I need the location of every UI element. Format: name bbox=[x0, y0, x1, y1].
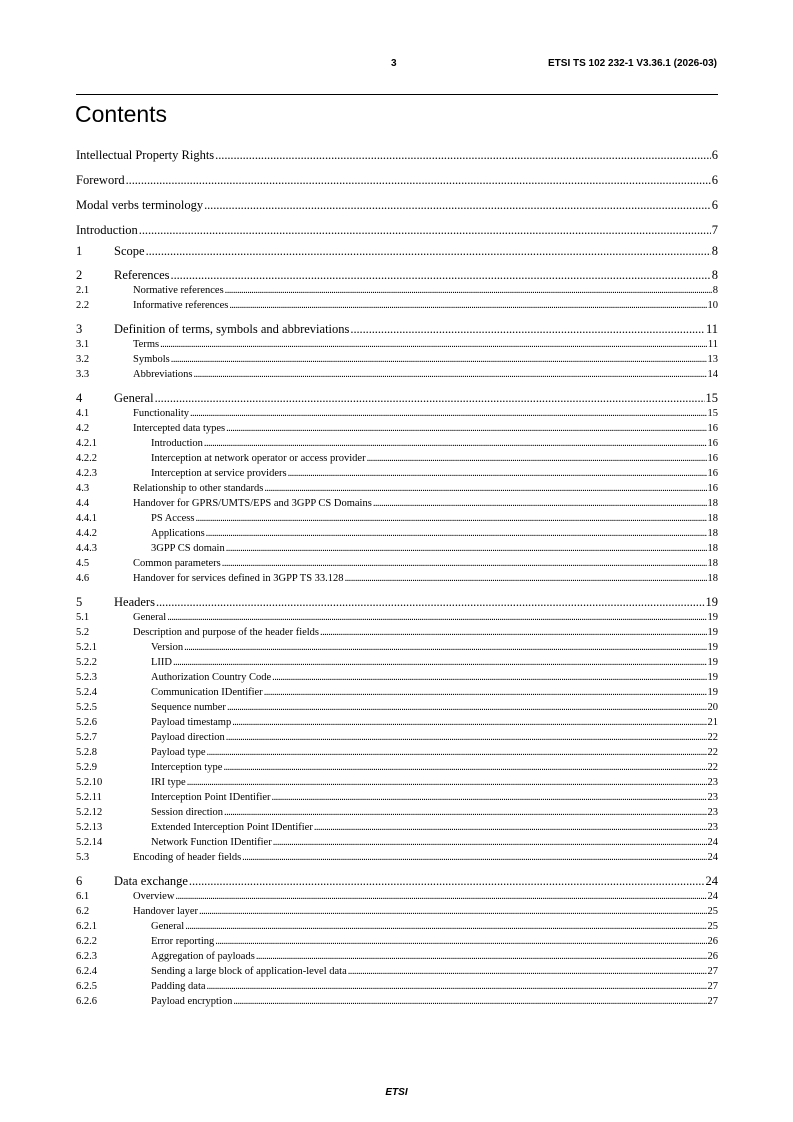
header-rule bbox=[76, 94, 718, 95]
toc-entry-number: 4.2.2 bbox=[76, 453, 97, 464]
toc-entry[interactable] bbox=[76, 979, 718, 994]
toc-entry-title: Interception Point IDentifier bbox=[151, 792, 271, 803]
toc-entry-page: 18 bbox=[707, 543, 718, 554]
toc-entry-number: 6.2 bbox=[76, 906, 90, 917]
toc-leader-dots bbox=[273, 835, 707, 850]
toc-leader-dots bbox=[194, 367, 707, 382]
toc-entry-page: 8 bbox=[711, 268, 718, 282]
toc-entry[interactable] bbox=[76, 640, 718, 655]
toc-entry[interactable] bbox=[76, 193, 718, 218]
toc-leader-dots bbox=[227, 700, 707, 715]
toc-entry[interactable] bbox=[76, 406, 718, 421]
toc-entry-number: 5.2.11 bbox=[76, 792, 102, 803]
toc-entry-title: LIID bbox=[151, 657, 172, 668]
toc-entry-title: Network Function IDentifier bbox=[151, 837, 272, 848]
toc-leader-dots bbox=[264, 481, 706, 496]
toc-entry-title: Intercepted data types bbox=[133, 423, 226, 434]
toc-entry-number: 5.2.4 bbox=[76, 687, 97, 698]
toc-leader-dots bbox=[204, 436, 707, 451]
toc-entry-page: 22 bbox=[707, 732, 718, 743]
toc-leader-dots bbox=[348, 964, 707, 979]
toc-entry-number: 5 bbox=[76, 595, 83, 609]
toc-leader-dots bbox=[160, 337, 707, 352]
toc-entry-number: 4.4.1 bbox=[76, 513, 97, 524]
toc-entry[interactable] bbox=[76, 835, 718, 850]
toc-entry-page: 6 bbox=[711, 173, 718, 187]
toc-leader-dots bbox=[156, 594, 705, 610]
toc-entry-number: 3.1 bbox=[76, 339, 90, 350]
toc-entry-title: General bbox=[133, 612, 167, 623]
toc-entry-page: 26 bbox=[707, 936, 718, 947]
toc-entry-title: Extended Interception Point IDentifier bbox=[151, 822, 313, 833]
toc-entry-title: General bbox=[151, 921, 185, 932]
toc-entry[interactable] bbox=[76, 168, 718, 193]
toc-leader-dots bbox=[222, 556, 707, 571]
toc-entry-title: Handover for GPRS/UMTS/EPS and 3GPP CS Domains bbox=[133, 498, 372, 509]
toc-entry-page: 19 bbox=[707, 612, 718, 623]
toc-entry-title: Introduction bbox=[76, 223, 138, 237]
page-title: Contents bbox=[75, 101, 168, 127]
toc-entry[interactable] bbox=[76, 571, 718, 586]
toc-entry-page: 25 bbox=[707, 906, 718, 917]
toc-leader-dots bbox=[226, 730, 707, 745]
toc-leader-dots bbox=[167, 610, 706, 625]
toc-leader-dots bbox=[190, 406, 707, 421]
toc-entry-page: 11 bbox=[707, 339, 718, 350]
toc-entry-title: Terms bbox=[133, 339, 160, 350]
toc-entry-number: 6.2.1 bbox=[76, 921, 97, 932]
toc-entry-number: 6.1 bbox=[76, 891, 90, 902]
toc-entry[interactable] bbox=[76, 850, 718, 865]
toc-leader-dots bbox=[224, 805, 706, 820]
toc-entry-number: 2.2 bbox=[76, 300, 90, 311]
toc-entry-page: 19 bbox=[707, 672, 718, 683]
toc-entry[interactable] bbox=[76, 685, 718, 700]
toc-entry-page: 20 bbox=[707, 702, 718, 713]
toc-entry-number: 5.2.2 bbox=[76, 657, 97, 668]
toc-entry[interactable] bbox=[76, 321, 718, 337]
toc-entry-title: Scope bbox=[114, 244, 145, 258]
toc-entry-number: 5.2 bbox=[76, 627, 90, 638]
toc-entry-title: Version bbox=[151, 642, 184, 653]
toc-entry[interactable] bbox=[76, 964, 718, 979]
toc-entry-title: Encoding of header fields bbox=[133, 852, 242, 863]
toc-entry-title: Introduction bbox=[151, 438, 203, 449]
toc-leader-dots bbox=[146, 243, 711, 259]
toc-entry-page: 23 bbox=[707, 807, 718, 818]
toc-entry-page: 27 bbox=[707, 996, 718, 1007]
toc-entry[interactable] bbox=[76, 421, 718, 436]
table-of-contents bbox=[76, 143, 718, 1009]
toc-leader-dots bbox=[367, 451, 707, 466]
toc-entry-number: 4.5 bbox=[76, 558, 90, 569]
toc-entry[interactable] bbox=[76, 541, 718, 556]
toc-entry-number: 6 bbox=[76, 874, 83, 888]
toc-entry[interactable] bbox=[76, 655, 718, 670]
toc-entry-title: Normative references bbox=[133, 285, 224, 296]
toc-entry-title: Informative references bbox=[133, 300, 229, 311]
toc-entry[interactable] bbox=[76, 904, 718, 919]
toc-entry-page: 23 bbox=[707, 777, 718, 788]
toc-leader-dots bbox=[171, 267, 711, 283]
toc-entry[interactable] bbox=[76, 805, 718, 820]
toc-leader-dots bbox=[373, 496, 707, 511]
toc-leader-dots bbox=[126, 168, 711, 193]
toc-entry[interactable] bbox=[76, 745, 718, 760]
toc-entry-page: 25 bbox=[707, 921, 718, 932]
toc-entry-page: 22 bbox=[707, 747, 718, 758]
toc-leader-dots bbox=[233, 994, 706, 1009]
toc-entry-page: 26 bbox=[707, 951, 718, 962]
toc-entry[interactable] bbox=[76, 730, 718, 745]
toc-leader-dots bbox=[229, 298, 706, 313]
toc-leader-dots bbox=[226, 421, 706, 436]
toc-entry[interactable] bbox=[76, 889, 718, 904]
toc-entry-title: Applications bbox=[151, 528, 205, 539]
toc-entry-page: 16 bbox=[707, 483, 718, 494]
toc-entry-page: 18 bbox=[707, 573, 718, 584]
toc-leader-dots bbox=[199, 904, 706, 919]
toc-entry-title: Definition of terms, symbols and abbreviations bbox=[114, 322, 350, 336]
toc-entry-page: 15 bbox=[707, 408, 718, 419]
toc-entry[interactable] bbox=[76, 949, 718, 964]
toc-entry[interactable] bbox=[76, 298, 718, 313]
toc-entry-title: Payload timestamp bbox=[151, 717, 232, 728]
toc-entry[interactable] bbox=[76, 873, 718, 889]
toc-entry[interactable] bbox=[76, 243, 718, 259]
toc-entry-page: 6 bbox=[711, 148, 718, 162]
toc-entry-title: Payload type bbox=[151, 747, 206, 758]
toc-entry-number: 6.2.2 bbox=[76, 936, 97, 947]
toc-entry-number: 4.6 bbox=[76, 573, 90, 584]
toc-entry-page: 18 bbox=[707, 558, 718, 569]
toc-entry-title: Foreword bbox=[76, 173, 125, 187]
toc-entry[interactable] bbox=[76, 715, 718, 730]
toc-entry[interactable] bbox=[76, 610, 718, 625]
toc-leader-dots bbox=[195, 511, 706, 526]
toc-entry[interactable] bbox=[76, 775, 718, 790]
toc-entry-title: Overview bbox=[133, 891, 175, 902]
toc-entry[interactable] bbox=[76, 451, 718, 466]
toc-leader-dots bbox=[242, 850, 706, 865]
toc-leader-dots bbox=[350, 321, 705, 337]
toc-entry-page: 16 bbox=[707, 423, 718, 434]
toc-leader-dots bbox=[223, 760, 706, 775]
footer-publisher: ETSI bbox=[385, 1087, 408, 1098]
toc-entry-number: 4.2.3 bbox=[76, 468, 97, 479]
toc-entry[interactable] bbox=[76, 143, 718, 168]
toc-leader-dots bbox=[204, 193, 711, 218]
toc-entry-number: 5.2.1 bbox=[76, 642, 97, 653]
toc-entry-page: 27 bbox=[707, 981, 718, 992]
toc-entry-number: 6.2.4 bbox=[76, 966, 97, 977]
toc-entry-number: 5.1 bbox=[76, 612, 90, 623]
toc-entry-number: 5.2.12 bbox=[76, 807, 103, 818]
toc-entry-title: Relationship to other standards bbox=[133, 483, 264, 494]
toc-entry-title: Interception at service providers bbox=[151, 468, 287, 479]
toc-entry-number: 2.1 bbox=[76, 285, 90, 296]
toc-entry[interactable] bbox=[76, 556, 718, 571]
toc-entry-title: Intellectual Property Rights bbox=[76, 148, 215, 162]
toc-entry-number: 4.4 bbox=[76, 498, 90, 509]
toc-entry[interactable] bbox=[76, 994, 718, 1009]
toc-entry-title: Authorization Country Code bbox=[151, 672, 272, 683]
toc-entry-title: References bbox=[114, 268, 170, 282]
toc-entry-title: Padding data bbox=[151, 981, 206, 992]
toc-entry-title: Session direction bbox=[151, 807, 224, 818]
toc-entry-number: 1 bbox=[76, 244, 83, 258]
toc-leader-dots bbox=[173, 655, 707, 670]
toc-entry-title: Description and purpose of the header fields bbox=[133, 627, 320, 638]
toc-entry-number: 4.1 bbox=[76, 408, 90, 419]
toc-entry-number: 5.2.7 bbox=[76, 732, 97, 743]
toc-entry[interactable] bbox=[76, 760, 718, 775]
toc-entry[interactable] bbox=[76, 511, 718, 526]
toc-entry-title: Sending a large block of application-level data bbox=[151, 966, 347, 977]
toc-entry-number: 4 bbox=[76, 391, 83, 405]
toc-leader-dots bbox=[226, 541, 707, 556]
toc-entry-page: 19 bbox=[705, 595, 718, 609]
toc-entry[interactable] bbox=[76, 594, 718, 610]
toc-entry-title: PS Access bbox=[151, 513, 195, 524]
toc-entry-page: 23 bbox=[707, 792, 718, 803]
toc-entry[interactable] bbox=[76, 352, 718, 367]
toc-leader-dots bbox=[314, 820, 707, 835]
toc-entry-page: 24 bbox=[705, 874, 718, 888]
toc-entry-page: 16 bbox=[707, 453, 718, 464]
toc-entry-title: IRI type bbox=[151, 777, 186, 788]
toc-entry-page: 19 bbox=[707, 657, 718, 668]
toc-entry-number: 3.3 bbox=[76, 369, 90, 380]
toc-entry-page: 18 bbox=[707, 528, 718, 539]
toc-entry-title: Aggregation of payloads bbox=[151, 951, 255, 962]
toc-entry-title: Handover layer bbox=[133, 906, 199, 917]
toc-entry-page: 14 bbox=[707, 369, 718, 380]
toc-entry-number: 5.2.5 bbox=[76, 702, 97, 713]
document-id: ETSI TS 102 232-1 V3.36.1 (2026-03) bbox=[548, 58, 717, 69]
toc-entry-title: Interception at network operator or access provider bbox=[151, 453, 366, 464]
toc-entry-title: Interception type bbox=[151, 762, 223, 773]
toc-entry-number: 4.4.2 bbox=[76, 528, 97, 539]
toc-entry[interactable] bbox=[76, 670, 718, 685]
toc-entry-page: 24 bbox=[707, 852, 718, 863]
toc-entry-number: 2 bbox=[76, 268, 83, 282]
toc-entry[interactable] bbox=[76, 218, 718, 243]
toc-entry-title: Symbols bbox=[133, 354, 170, 365]
toc-entry-page: 21 bbox=[707, 717, 718, 728]
toc-leader-dots bbox=[215, 934, 706, 949]
toc-entry-number: 5.2.14 bbox=[76, 837, 103, 848]
toc-entry[interactable] bbox=[76, 337, 718, 352]
toc-leader-dots bbox=[155, 390, 705, 406]
toc-leader-dots bbox=[272, 670, 706, 685]
toc-leader-dots bbox=[187, 775, 707, 790]
toc-entry-page: 18 bbox=[707, 498, 718, 509]
toc-entry-number: 4.2 bbox=[76, 423, 90, 434]
toc-leader-dots bbox=[232, 715, 706, 730]
toc-entry-page: 19 bbox=[707, 627, 718, 638]
toc-entry-title: General bbox=[114, 391, 154, 405]
toc-entry-title: Payload encryption bbox=[151, 996, 233, 1007]
toc-entry-number: 4.4.3 bbox=[76, 543, 97, 554]
toc-entry-page: 10 bbox=[707, 300, 718, 311]
toc-entry[interactable] bbox=[76, 820, 718, 835]
toc-entry[interactable] bbox=[76, 934, 718, 949]
toc-entry[interactable] bbox=[76, 790, 718, 805]
toc-entry-number: 4.3 bbox=[76, 483, 90, 494]
toc-entry[interactable] bbox=[76, 267, 718, 283]
toc-leader-dots bbox=[139, 218, 711, 243]
toc-entry-number: 5.2.13 bbox=[76, 822, 103, 833]
toc-entry-title: 3GPP CS domain bbox=[151, 543, 225, 554]
toc-entry-page: 16 bbox=[707, 468, 718, 479]
toc-entry-page: 13 bbox=[707, 354, 718, 365]
toc-entry-number: 6.2.5 bbox=[76, 981, 97, 992]
toc-entry-number: 5.3 bbox=[76, 852, 90, 863]
toc-entry-page: 22 bbox=[707, 762, 718, 773]
toc-leader-dots bbox=[215, 143, 711, 168]
toc-entry-page: 19 bbox=[707, 642, 718, 653]
toc-leader-dots bbox=[171, 352, 707, 367]
toc-entry-number: 3.2 bbox=[76, 354, 90, 365]
toc-entry[interactable] bbox=[76, 919, 718, 934]
toc-leader-dots bbox=[189, 873, 705, 889]
toc-leader-dots bbox=[185, 919, 706, 934]
toc-entry-page: 11 bbox=[705, 322, 718, 336]
toc-entry-title: Error reporting bbox=[151, 936, 215, 947]
toc-leader-dots bbox=[345, 571, 707, 586]
toc-entry[interactable] bbox=[76, 367, 718, 382]
toc-entry-page: 18 bbox=[707, 513, 718, 524]
toc-leader-dots bbox=[320, 625, 706, 640]
toc-leader-dots bbox=[207, 745, 707, 760]
toc-entry-number: 5.2.10 bbox=[76, 777, 103, 788]
toc-entry[interactable] bbox=[76, 700, 718, 715]
page-number: 3 bbox=[391, 58, 397, 69]
toc-entry-page: 19 bbox=[707, 687, 718, 698]
toc-entry[interactable] bbox=[76, 436, 718, 451]
toc-entry-number: 5.2.3 bbox=[76, 672, 97, 683]
toc-entry-page: 8 bbox=[711, 244, 718, 258]
toc-entry[interactable] bbox=[76, 526, 718, 541]
toc-leader-dots bbox=[288, 466, 707, 481]
toc-entry-title: Common parameters bbox=[133, 558, 221, 569]
toc-entry-title: Abbreviations bbox=[133, 369, 193, 380]
toc-entry-number: 5.2.6 bbox=[76, 717, 97, 728]
toc-leader-dots bbox=[264, 685, 707, 700]
toc-entry[interactable] bbox=[76, 283, 718, 298]
toc-leader-dots bbox=[272, 790, 707, 805]
toc-entry-page: 24 bbox=[707, 837, 718, 848]
toc-entry-title: Sequence number bbox=[151, 702, 226, 713]
toc-entry[interactable] bbox=[76, 390, 718, 406]
toc-entry-number: 6.2.3 bbox=[76, 951, 97, 962]
toc-entry-number: 6.2.6 bbox=[76, 996, 97, 1007]
toc-entry-page: 27 bbox=[707, 966, 718, 977]
toc-entry-page: 23 bbox=[707, 822, 718, 833]
toc-leader-dots bbox=[225, 283, 712, 298]
toc-entry-number: 3 bbox=[76, 322, 83, 336]
toc-entry-title: Modal verbs terminology bbox=[76, 198, 204, 212]
toc-entry-number: 5.2.9 bbox=[76, 762, 97, 773]
toc-entry-page: 16 bbox=[707, 438, 718, 449]
toc-entry[interactable] bbox=[76, 481, 718, 496]
toc-entry-page: 15 bbox=[705, 391, 718, 405]
toc-leader-dots bbox=[207, 979, 707, 994]
toc-entry-number: 5.2.8 bbox=[76, 747, 97, 758]
toc-entry[interactable] bbox=[76, 496, 718, 511]
toc-entry[interactable] bbox=[76, 466, 718, 481]
toc-entry-title: Communication IDentifier bbox=[151, 687, 263, 698]
toc-entry-title: Headers bbox=[114, 595, 155, 609]
toc-entry-title: Payload direction bbox=[151, 732, 225, 743]
toc-leader-dots bbox=[256, 949, 707, 964]
toc-entry-page: 6 bbox=[711, 198, 718, 212]
toc-leader-dots bbox=[184, 640, 706, 655]
toc-entry-page: 7 bbox=[711, 223, 718, 237]
toc-entry-page: 8 bbox=[712, 285, 718, 296]
toc-leader-dots bbox=[175, 889, 706, 904]
toc-entry[interactable] bbox=[76, 625, 718, 640]
toc-entry-title: Data exchange bbox=[114, 874, 188, 888]
toc-entry-page: 24 bbox=[707, 891, 718, 902]
toc-entry-number: 4.2.1 bbox=[76, 438, 97, 449]
toc-entry-title: Handover for services defined in 3GPP TS 33.128 bbox=[133, 573, 344, 584]
toc-entry-title: Functionality bbox=[133, 408, 189, 419]
toc-leader-dots bbox=[206, 526, 707, 541]
